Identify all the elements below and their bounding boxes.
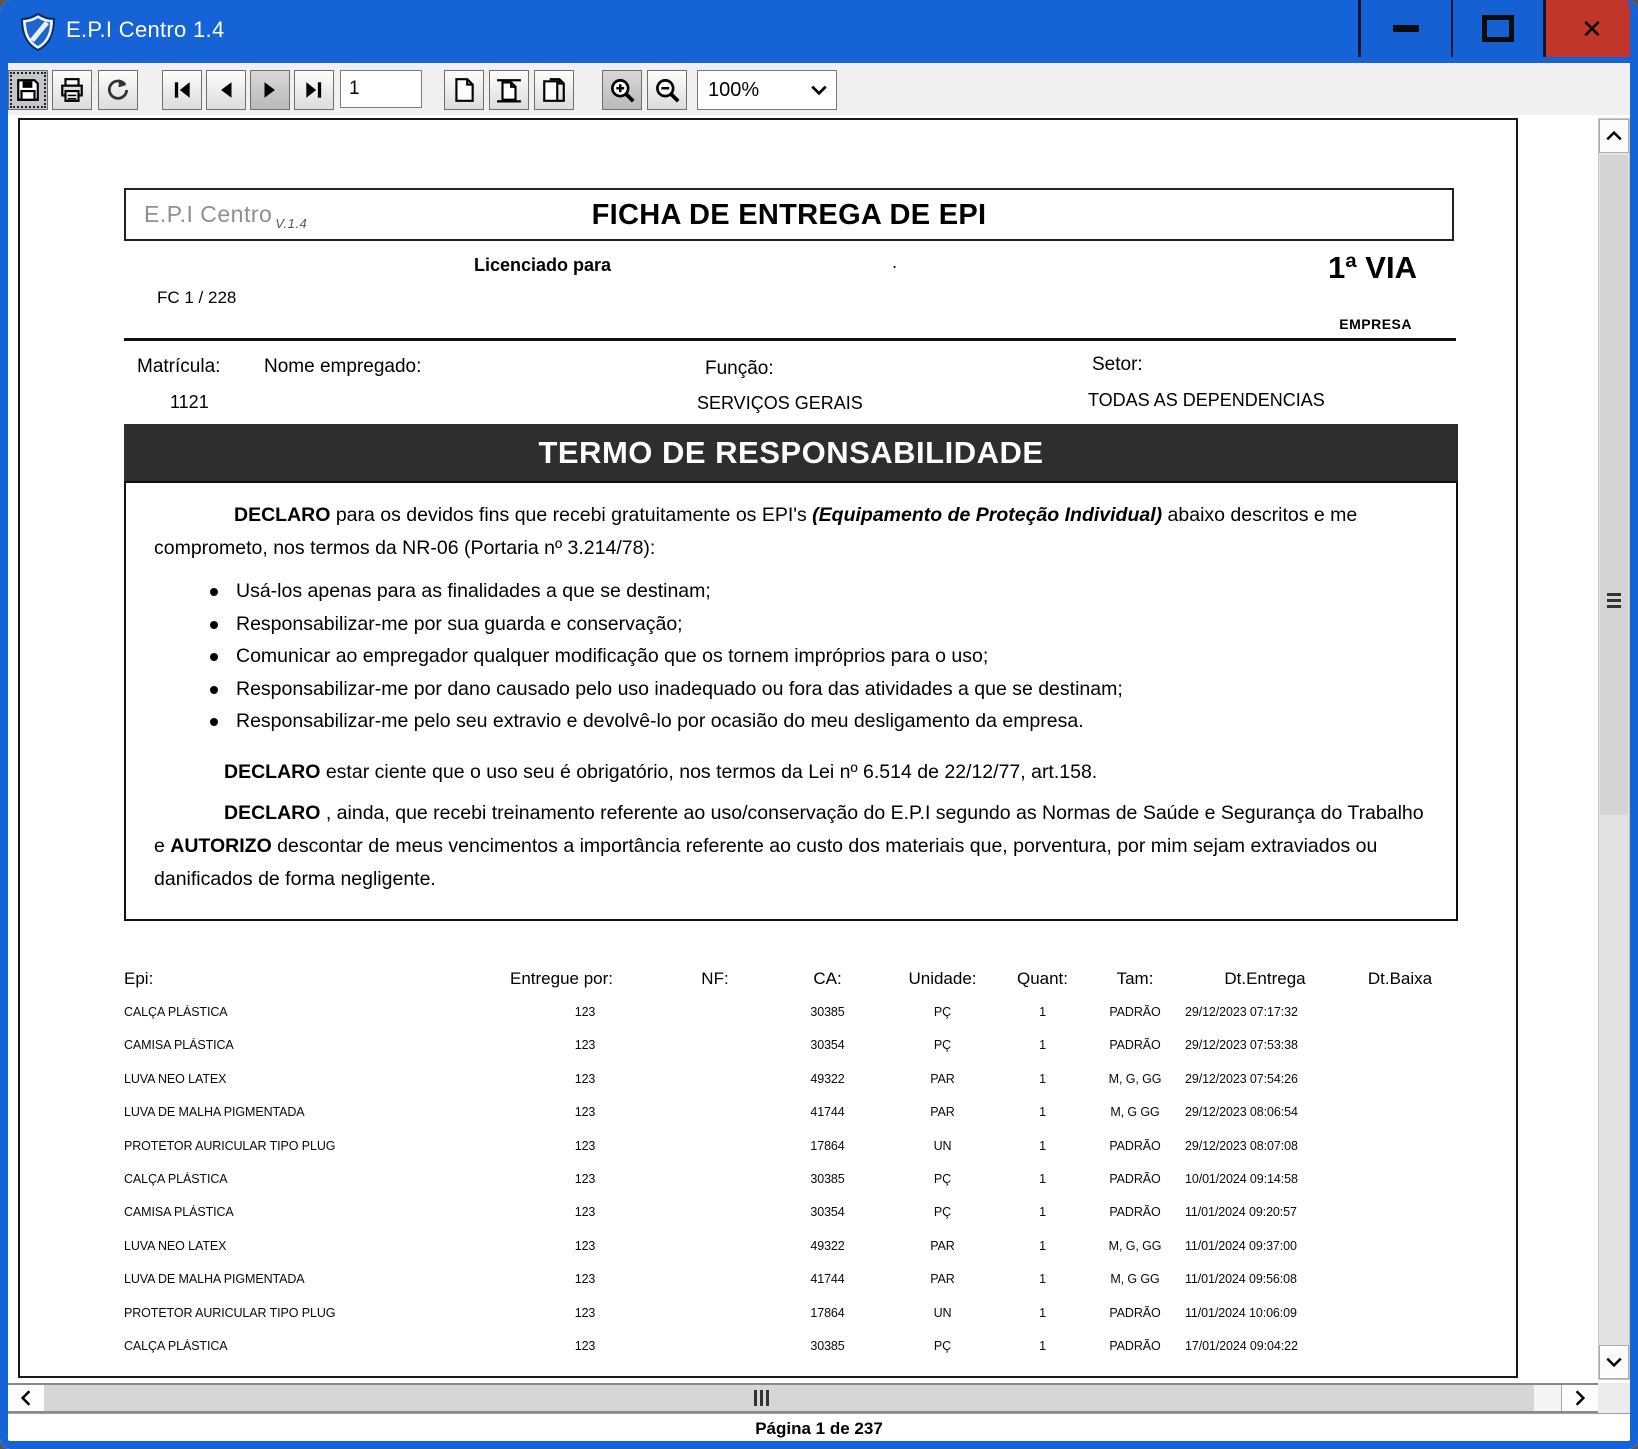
table-cell: 123	[574, 1005, 596, 1019]
table-cell: 17864	[810, 1305, 845, 1320]
table-cell: PROTETOR AURICULAR TIPO PLUG	[124, 1305, 336, 1320]
titlebar	[0, 0, 1638, 63]
prev-page-icon	[215, 79, 237, 101]
table-cell: PROTETOR AURICULAR TIPO PLUG	[124, 1138, 336, 1153]
table-cell: CALÇA PLÁSTICA	[124, 1338, 228, 1353]
table-row	[124, 1205, 1460, 1238]
table-cell: 123	[574, 1038, 596, 1053]
table-cell	[1345, 1139, 1455, 1172]
print-icon	[59, 77, 85, 103]
table-cell	[1345, 1172, 1455, 1205]
table-cell: M, G GG	[1110, 1272, 1160, 1287]
horizontal-scroll-thumb[interactable]	[44, 1385, 1534, 1411]
table-cell	[660, 1105, 770, 1138]
page-number-input[interactable]	[340, 70, 422, 108]
table-cell: PÇ	[933, 1205, 952, 1220]
matricula-label: Matrícula:	[137, 356, 221, 377]
table-cell	[1345, 1072, 1455, 1105]
chevron-down-icon	[810, 84, 828, 96]
table-cell: CAMISA PLÁSTICA	[124, 1205, 234, 1220]
table-cell: PADRÃO	[1109, 1305, 1161, 1320]
table-cell: 17/01/2024 09:04:22	[1185, 1338, 1298, 1353]
funcao-value: SERVIÇOS GERAIS	[697, 393, 863, 413]
table-cell: 123	[574, 1071, 596, 1086]
table-cell: LUVA DE MALHA PIGMENTADA	[124, 1105, 305, 1120]
window-title: E.P.I Centro 1.4	[66, 17, 225, 42]
vertical-scroll-thumb[interactable]	[1600, 155, 1628, 815]
table-cell: 30385	[810, 1171, 845, 1186]
zoom-out-icon	[654, 77, 681, 104]
table-cell	[1345, 1105, 1455, 1138]
table-cell: 1	[1039, 1205, 1046, 1220]
table-cell: PADRÃO	[1109, 1338, 1161, 1353]
table-cell: 11/01/2024 10:06:09	[1185, 1305, 1297, 1320]
status-bar	[8, 1413, 1630, 1444]
bullet-icon	[204, 673, 236, 706]
last-page-icon	[303, 79, 325, 101]
licensed-for-value: .	[892, 252, 898, 272]
table-cell: PADRÃO	[1109, 1171, 1161, 1186]
table-header-cell: NF:	[701, 969, 729, 988]
table-cell: 1	[1039, 1238, 1046, 1253]
table-cell: 29/12/2023 07:17:32	[1185, 1005, 1298, 1019]
page-width-button[interactable]	[489, 70, 529, 110]
last-page-button[interactable]	[294, 70, 334, 110]
document-page	[20, 120, 1516, 1376]
table-cell: 49322	[810, 1238, 845, 1253]
document-logo: E.P.I Centro $_{V.1.4}$	[144, 201, 308, 231]
save-button[interactable]	[8, 70, 48, 110]
table-cell: PADRÃO	[1109, 1138, 1161, 1153]
table-cell	[1345, 1239, 1455, 1272]
term-paragraph-1: DECLARO para os devidos fins que recebi gratuitamente os EPI's (Equipamento de Proteção Individual) abaixo descritos e me comprometo, nos termos da NR-06 (Portaria nº 3.214/78):	[154, 504, 1358, 559]
table-cell	[1345, 1272, 1455, 1305]
table-cell: 29/12/2023 07:53:38	[1185, 1038, 1298, 1053]
table-cell	[660, 1072, 770, 1105]
toolbar	[0, 63, 1638, 117]
header-divider	[124, 338, 1456, 341]
table-cell: 10/01/2024 09:14:58	[1185, 1171, 1298, 1186]
scroll-right-button[interactable]	[1561, 1385, 1598, 1411]
table-cell: 49322	[810, 1071, 845, 1086]
close-button[interactable]	[1546, 0, 1638, 57]
table-cell: PAR	[930, 1238, 955, 1253]
table-header-row	[124, 969, 1460, 1005]
table-row	[124, 1038, 1460, 1071]
table-cell: 123	[574, 1272, 596, 1287]
term-bullet: Responsabilizar-me por sua guarda e conservação;	[204, 608, 1428, 641]
table-cell: CALÇA PLÁSTICA	[124, 1171, 228, 1186]
table-cell	[660, 1005, 770, 1038]
table-cell: PÇ	[933, 1171, 952, 1186]
table-cell: CALÇA PLÁSTICA	[124, 1005, 228, 1019]
page-status-text: Página 1 de 237	[755, 1419, 883, 1438]
term-banner-title: TERMO DE RESPONSABILIDADE	[538, 434, 1044, 470]
table-row	[124, 1105, 1460, 1138]
term-bullet: Responsabilizar-me por dano causado pelo uso inadequado ou fora das atividades a que se destinam;	[204, 673, 1428, 706]
table-cell: 30385	[810, 1005, 845, 1019]
prev-page-button[interactable]	[206, 70, 246, 110]
document-header-box	[124, 188, 1454, 241]
zoom-in-button[interactable]	[602, 70, 642, 110]
table-cell: 11/01/2024 09:20:57	[1185, 1205, 1297, 1220]
table-cell	[1345, 1038, 1455, 1071]
table-cell: 123	[574, 1205, 596, 1220]
table-cell: UN	[933, 1138, 952, 1153]
table-cell: M, G, GG	[1108, 1238, 1162, 1253]
setor-value: TODAS AS DEPENDENCIAS	[1088, 390, 1325, 410]
table-cell: 11/01/2024 09:56:08	[1185, 1272, 1297, 1287]
table-cell: M, G, GG	[1108, 1071, 1162, 1086]
maximize-button[interactable]	[1453, 0, 1546, 57]
table-row	[124, 1005, 1460, 1038]
first-page-icon	[171, 79, 193, 101]
table-cell: 123	[574, 1338, 596, 1353]
scroll-down-button[interactable]	[1599, 1345, 1629, 1379]
refresh-button[interactable]	[98, 70, 138, 110]
matricula-value: 1121	[170, 392, 209, 412]
term-banner	[124, 424, 1458, 481]
table-cell: 1	[1039, 1038, 1046, 1053]
table-cell: PAR	[930, 1071, 955, 1086]
print-button[interactable]	[52, 70, 92, 110]
table-cell: 1	[1039, 1005, 1046, 1019]
setor-label: Setor:	[1092, 354, 1143, 375]
table-cell: PÇ	[933, 1005, 952, 1019]
table-cell: 123	[574, 1138, 596, 1153]
table-row	[124, 1306, 1460, 1339]
page-width-icon	[496, 77, 522, 103]
table-row	[124, 1339, 1460, 1372]
table-row	[124, 1272, 1460, 1305]
table-header-cell: Unidade:	[908, 969, 977, 988]
table-header-cell: Quant:	[1016, 969, 1069, 988]
table-cell: 123	[574, 1171, 596, 1186]
table-cell	[660, 1306, 770, 1339]
chevron-up-icon	[1605, 130, 1623, 142]
table-cell: 29/12/2023 07:54:26	[1185, 1071, 1298, 1086]
table-cell: PADRÃO	[1109, 1005, 1161, 1019]
zoom-level-value: 100%	[708, 78, 760, 101]
whole-page-icon	[451, 77, 477, 103]
table-cell	[1345, 1005, 1455, 1038]
bullet-icon	[204, 575, 236, 608]
table-row	[124, 1072, 1460, 1105]
chevron-left-icon	[20, 1389, 32, 1407]
table-cell: PADRÃO	[1109, 1038, 1161, 1053]
horizontal-scrollbar[interactable]	[8, 1383, 1598, 1413]
table-cell: 29/12/2023 08:06:54	[1185, 1105, 1298, 1120]
table-row	[124, 1172, 1460, 1205]
logo-version: V.1.4	[275, 216, 308, 231]
table-cell: PAR	[930, 1105, 955, 1120]
table-cell: CAMISA PLÁSTICA	[124, 1038, 234, 1053]
table-cell: M, G GG	[1110, 1105, 1160, 1120]
table-cell: PÇ	[933, 1038, 952, 1053]
via-sublabel: EMPRESA	[1339, 316, 1412, 332]
term-bullet-list	[204, 575, 1428, 738]
table-cell: 17864	[810, 1138, 845, 1153]
table-cell: 1	[1039, 1171, 1046, 1186]
table-cell	[1345, 1339, 1455, 1372]
chevron-down-icon	[1605, 1356, 1623, 1368]
table-row	[124, 1139, 1460, 1172]
table-cell	[660, 1339, 770, 1372]
table-cell: 41744	[810, 1272, 845, 1287]
scrollbar-corner	[1598, 1383, 1630, 1413]
table-cell: 123	[574, 1238, 596, 1253]
term-paragraph-2: DECLARO estar ciente que o uso seu é obrigatório, nos termos da Lei nº 6.514 de 22/12/77, art.158.	[224, 760, 1098, 783]
preview-area	[8, 115, 1630, 1438]
table-cell: 1	[1039, 1071, 1046, 1086]
table-cell	[1345, 1306, 1455, 1339]
vertical-scrollbar[interactable]	[1598, 118, 1630, 1380]
horizontal-scroll-track[interactable]	[1534, 1385, 1562, 1411]
table-header-cell: CA:	[813, 969, 842, 988]
scroll-up-button[interactable]	[1599, 119, 1629, 153]
whole-page-button[interactable]	[444, 70, 484, 110]
nome-label: Nome empregado:	[264, 356, 422, 377]
table-header-cell: Epi:	[124, 969, 154, 988]
table-cell: 30354	[810, 1205, 845, 1220]
refresh-icon	[105, 77, 131, 103]
funcao-label: Função:	[705, 358, 774, 379]
zoom-in-icon	[609, 77, 636, 104]
term-bullet: Usá-los apenas para as finalidades a que se destinam;	[204, 575, 1428, 608]
fc-counter: FC 1 / 228	[157, 288, 237, 307]
table-cell: 30354	[810, 1038, 845, 1053]
next-page-button[interactable]	[250, 70, 290, 110]
table-cell	[660, 1139, 770, 1172]
table-cell	[660, 1205, 770, 1238]
table-header-cell: Dt.Entrega	[1224, 969, 1306, 988]
next-page-icon	[259, 79, 281, 101]
table-cell	[660, 1239, 770, 1272]
table-cell	[1345, 1205, 1455, 1238]
table-cell: PAR	[930, 1272, 955, 1287]
table-cell: 30385	[810, 1338, 845, 1353]
via-label: 1ª VIA	[1327, 250, 1417, 285]
table-header-cell: Dt.Baixa	[1367, 969, 1433, 988]
horizontal-thumb-grip	[754, 1390, 769, 1406]
vertical-thumb-grip	[1607, 593, 1621, 611]
multi-page-icon	[541, 77, 567, 103]
table-cell: 1	[1039, 1138, 1046, 1153]
table-cell: 11/01/2024 09:37:00	[1185, 1238, 1297, 1253]
table-cell: 29/12/2023 08:07:08	[1185, 1138, 1298, 1153]
multi-page-button[interactable]	[534, 70, 574, 110]
table-cell	[660, 1038, 770, 1071]
table-header-cell: Tam:	[1116, 969, 1154, 988]
zoom-level-select[interactable]	[697, 70, 837, 110]
table-cell	[660, 1172, 770, 1205]
table-cell: LUVA NEO LATEX	[124, 1238, 227, 1253]
chevron-right-icon	[1574, 1389, 1586, 1407]
first-page-button[interactable]	[162, 70, 202, 110]
bullet-icon	[204, 640, 236, 673]
zoom-out-button[interactable]	[647, 70, 687, 110]
table-cell: 1	[1039, 1272, 1046, 1287]
maximize-icon	[1482, 15, 1514, 42]
table-cell: PÇ	[933, 1338, 952, 1353]
document-title: FICHA DE ENTREGA DE EPI	[591, 199, 987, 231]
bullet-icon	[204, 705, 236, 738]
table-cell: LUVA DE MALHA PIGMENTADA	[124, 1272, 305, 1287]
table-header-cell: Entregue por:	[510, 969, 614, 988]
shield-icon	[20, 13, 56, 51]
table-cell: PADRÃO	[1109, 1205, 1161, 1220]
table-cell: LUVA NEO LATEX	[124, 1071, 227, 1086]
table-cell: 1	[1039, 1305, 1046, 1320]
document-preview	[18, 118, 1518, 1378]
table-cell: 123	[574, 1305, 596, 1320]
table-cell: 123	[574, 1105, 596, 1120]
term-bullet: Comunicar ao empregador qualquer modificação que os tornem impróprios para o uso;	[204, 640, 1428, 673]
table-cell: 41744	[810, 1105, 845, 1120]
term-body	[124, 481, 1458, 921]
table-cell	[660, 1272, 770, 1305]
table-cell: 1	[1039, 1105, 1046, 1120]
bullet-icon	[204, 608, 236, 641]
close-icon: ✕	[1581, 13, 1603, 44]
minimize-button[interactable]	[1358, 0, 1453, 57]
term-bullet: Responsabilizar-me pelo seu extravio e devolvê-lo por ocasião do meu desligamento da empresa.	[204, 705, 1428, 738]
epi-table	[124, 969, 1460, 1372]
table-cell: 1	[1039, 1338, 1046, 1353]
licensed-for-label: Licenciado para	[474, 255, 612, 275]
table-row	[124, 1239, 1460, 1272]
save-icon	[15, 77, 41, 103]
minimize-icon	[1393, 25, 1419, 32]
table-cell: UN	[933, 1305, 952, 1320]
term-paragraph-3: DECLARO , ainda, que recebi treinamento referente ao uso/conservação do E.P.I segundo as Normas de Saúde e Segurança do Trabalho e AUTORIZO descontar de meus vencimentos a importância referente ao custo dos materiais que, porventura, por mim sejam extraviados ou danificados de forma negligente.	[154, 801, 1424, 890]
scroll-left-button[interactable]	[8, 1385, 45, 1411]
